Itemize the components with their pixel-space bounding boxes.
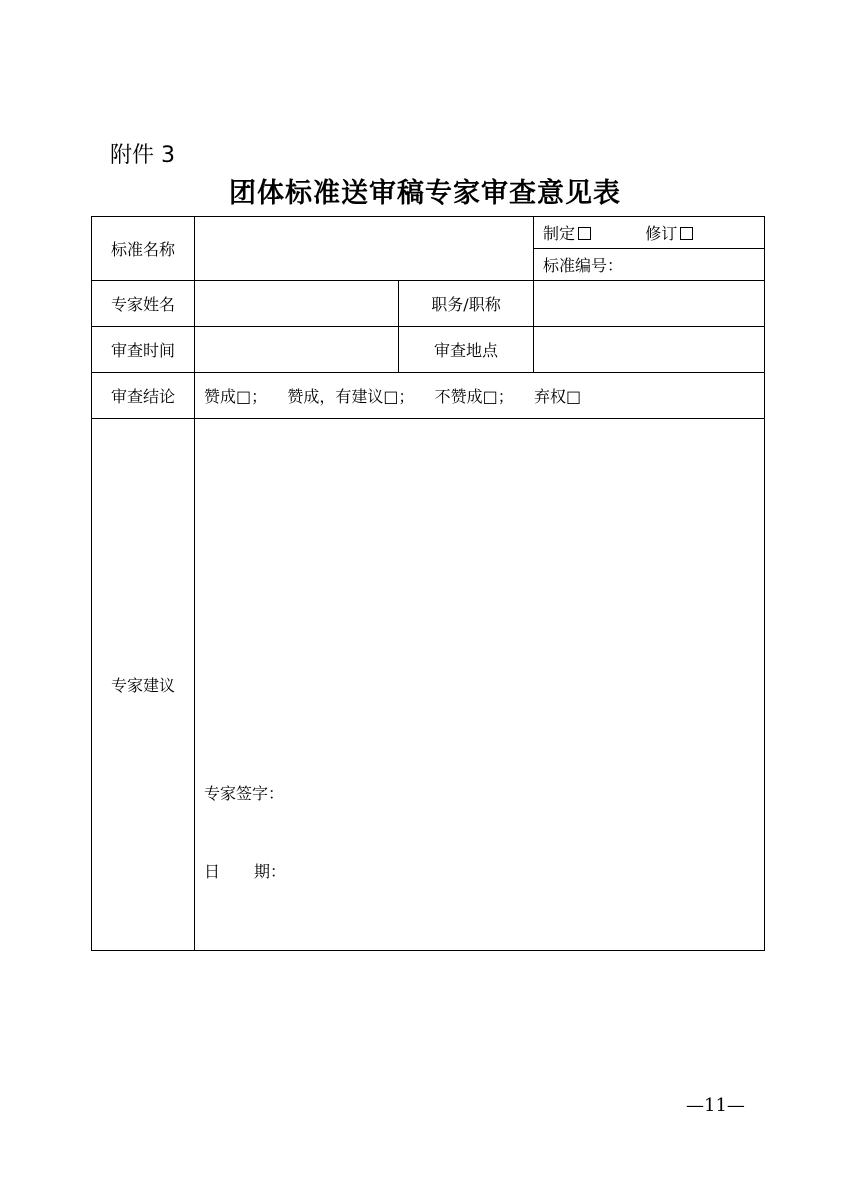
- type-option-revise-checkbox[interactable]: [680, 227, 693, 240]
- standard-name-label: 标准名称: [110, 240, 175, 259]
- conclusion-option-abstain[interactable]: 弃权□: [533, 387, 582, 406]
- signature-line: [204, 781, 284, 804]
- position-label: 职务/职称: [431, 295, 501, 314]
- review-place-label: 审查地点: [433, 341, 498, 360]
- review-form-table: [91, 216, 765, 951]
- conclusion-option-approve-with-suggestions[interactable]: 赞成，有建议□；: [287, 387, 415, 406]
- position-label-cell: [399, 281, 534, 327]
- date-line: [204, 859, 286, 882]
- conclusion-label-cell: [92, 373, 195, 419]
- expert-name-field[interactable]: [195, 281, 399, 327]
- standard-name-field[interactable]: [195, 217, 534, 281]
- standard-type-cell: [534, 217, 765, 249]
- type-option-formulate-label: 制定: [543, 224, 576, 243]
- standard-number-cell[interactable]: [534, 249, 765, 281]
- review-time-label: 审查时间: [110, 341, 175, 360]
- standard-name-label-cell: [92, 217, 195, 281]
- type-option-revise-label: 修订: [645, 224, 678, 243]
- expert-name-label-cell: [92, 281, 195, 327]
- conclusion-label: 审查结论: [110, 387, 175, 406]
- expert-opinion-label: 专家建议: [110, 676, 175, 695]
- standard-number-label: 标准编号：: [543, 256, 624, 275]
- review-time-label-cell: [92, 327, 195, 373]
- signature-label: 专家签字：: [204, 784, 285, 803]
- table-row: [92, 419, 765, 951]
- conclusion-option-disapprove[interactable]: 不赞成□；: [434, 387, 514, 406]
- date-label-day: 日: [204, 862, 221, 881]
- review-time-field[interactable]: [195, 327, 399, 373]
- type-option-formulate-checkbox[interactable]: [578, 227, 591, 240]
- conclusion-options-cell: [195, 373, 765, 419]
- expert-opinion-field[interactable]: [195, 419, 765, 951]
- expert-name-label: 专家姓名: [110, 295, 175, 314]
- document-title: 团体标准送审稿专家审查意见表: [229, 178, 621, 209]
- review-place-label-cell: [399, 327, 534, 373]
- conclusion-option-approve[interactable]: 赞成□；: [204, 387, 268, 406]
- position-field[interactable]: [534, 281, 765, 327]
- table-row: [92, 373, 765, 419]
- expert-opinion-label-cell: [92, 419, 195, 951]
- page-number: —11—: [686, 1095, 745, 1116]
- date-label-period: 期：: [254, 862, 287, 881]
- review-place-field[interactable]: [534, 327, 765, 373]
- attachment-label: 附件 3: [110, 143, 175, 168]
- table-row: [92, 217, 765, 249]
- table-row: [92, 281, 765, 327]
- table-row: [92, 327, 765, 373]
